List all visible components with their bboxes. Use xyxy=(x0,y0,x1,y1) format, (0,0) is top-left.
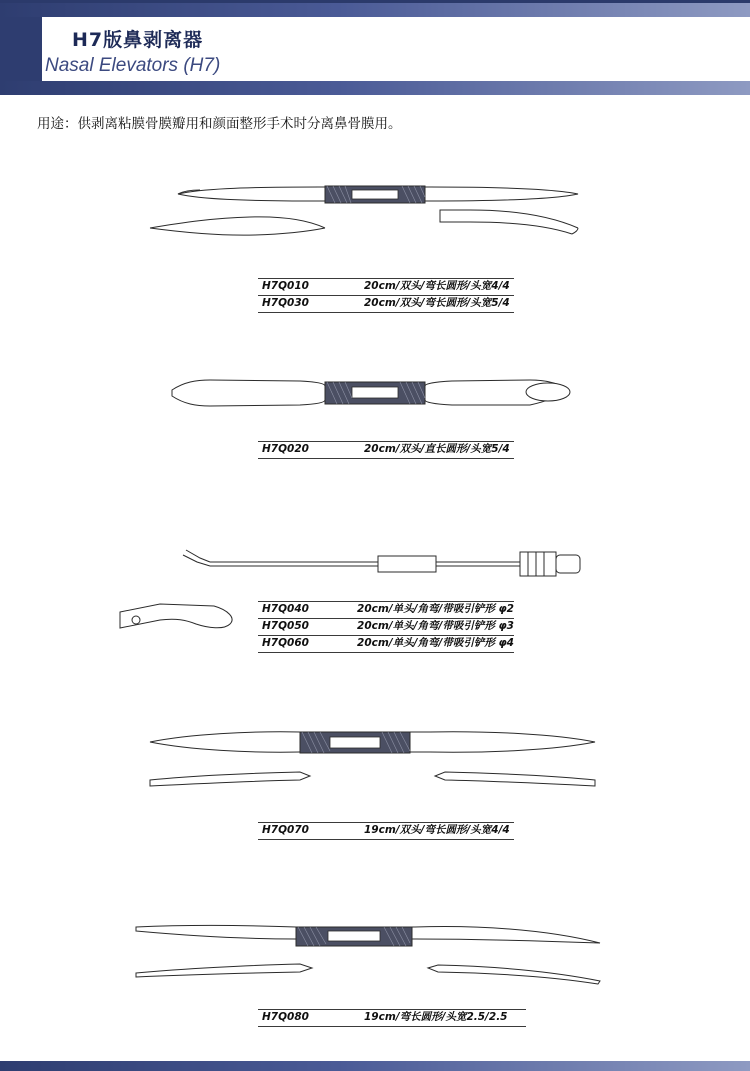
page-title-chinese: H7版鼻剥离器 xyxy=(72,29,204,51)
table-row xyxy=(258,602,514,619)
instrument-illustration-2 xyxy=(0,368,750,428)
product-spec: 20cm/双头/弯长圆形/头宽4/4 xyxy=(354,279,514,296)
product-spec: 19cm/弯长圆形/头宽2.5/2.5 xyxy=(354,1010,526,1027)
product-spec: 20cm/单头/角弯/带吸引铲形 φ2 xyxy=(347,602,514,619)
product-code: H7Q020 xyxy=(258,442,354,459)
product-code: H7Q070 xyxy=(258,823,354,840)
spec-table-1 xyxy=(258,278,514,313)
nasal-elevator-curved-2p5-drawing xyxy=(0,905,750,1005)
footer-gradient-bar xyxy=(0,1061,750,1071)
spec-table-3 xyxy=(258,601,514,653)
intro-text: 用途：供剥离粘膜骨膜瓣用和颜面整形手术时分离鼻骨膜用。 xyxy=(37,116,402,132)
product-code: H7Q040 xyxy=(258,602,347,619)
table-row xyxy=(258,279,514,296)
product-spec: 19cm/双头/弯长圆形/头宽4/4 xyxy=(354,823,514,840)
table-row xyxy=(258,636,514,653)
product-code: H7Q030 xyxy=(258,296,354,313)
product-code: H7Q060 xyxy=(258,636,347,653)
nasal-elevator-double-curved-drawing xyxy=(0,170,750,270)
header-gradient-bar-top xyxy=(0,3,750,17)
product-spec: 20cm/单头/角弯/带吸引铲形 φ4 xyxy=(347,636,514,653)
table-row xyxy=(258,619,514,636)
product-group-4 xyxy=(0,718,750,836)
product-code: H7Q050 xyxy=(258,619,347,636)
page-header xyxy=(0,0,750,92)
page-title-english: Nasal Elevators (H7) xyxy=(45,55,221,76)
table-row xyxy=(258,442,514,459)
product-spec: 20cm/双头/弯长圆形/头宽5/4 xyxy=(354,296,514,313)
product-code: H7Q080 xyxy=(258,1010,354,1027)
product-group-3 xyxy=(0,528,750,658)
instrument-illustration-1 xyxy=(0,170,750,270)
product-spec: 20cm/单头/角弯/带吸引铲形 φ3 xyxy=(347,619,514,636)
spec-table-2 xyxy=(258,441,514,459)
spec-table-4 xyxy=(258,822,514,840)
instrument-illustration-4 xyxy=(0,718,750,818)
spec-table-5 xyxy=(258,1009,526,1027)
product-group-1 xyxy=(0,170,750,309)
product-group-2 xyxy=(0,368,750,455)
table-row xyxy=(258,823,514,840)
header-left-accent-block xyxy=(0,17,42,81)
product-spec: 20cm/双头/直长圆形/头宽5/4 xyxy=(354,442,514,459)
nasal-elevator-straight-drawing xyxy=(0,368,750,428)
header-gradient-bar-bottom xyxy=(0,81,750,95)
product-group-5 xyxy=(0,905,750,1023)
nasal-elevator-19cm-drawing xyxy=(0,718,750,818)
instrument-illustration-5 xyxy=(0,905,750,1005)
table-row xyxy=(258,296,514,313)
product-code: H7Q010 xyxy=(258,279,354,296)
table-row xyxy=(258,1010,526,1027)
